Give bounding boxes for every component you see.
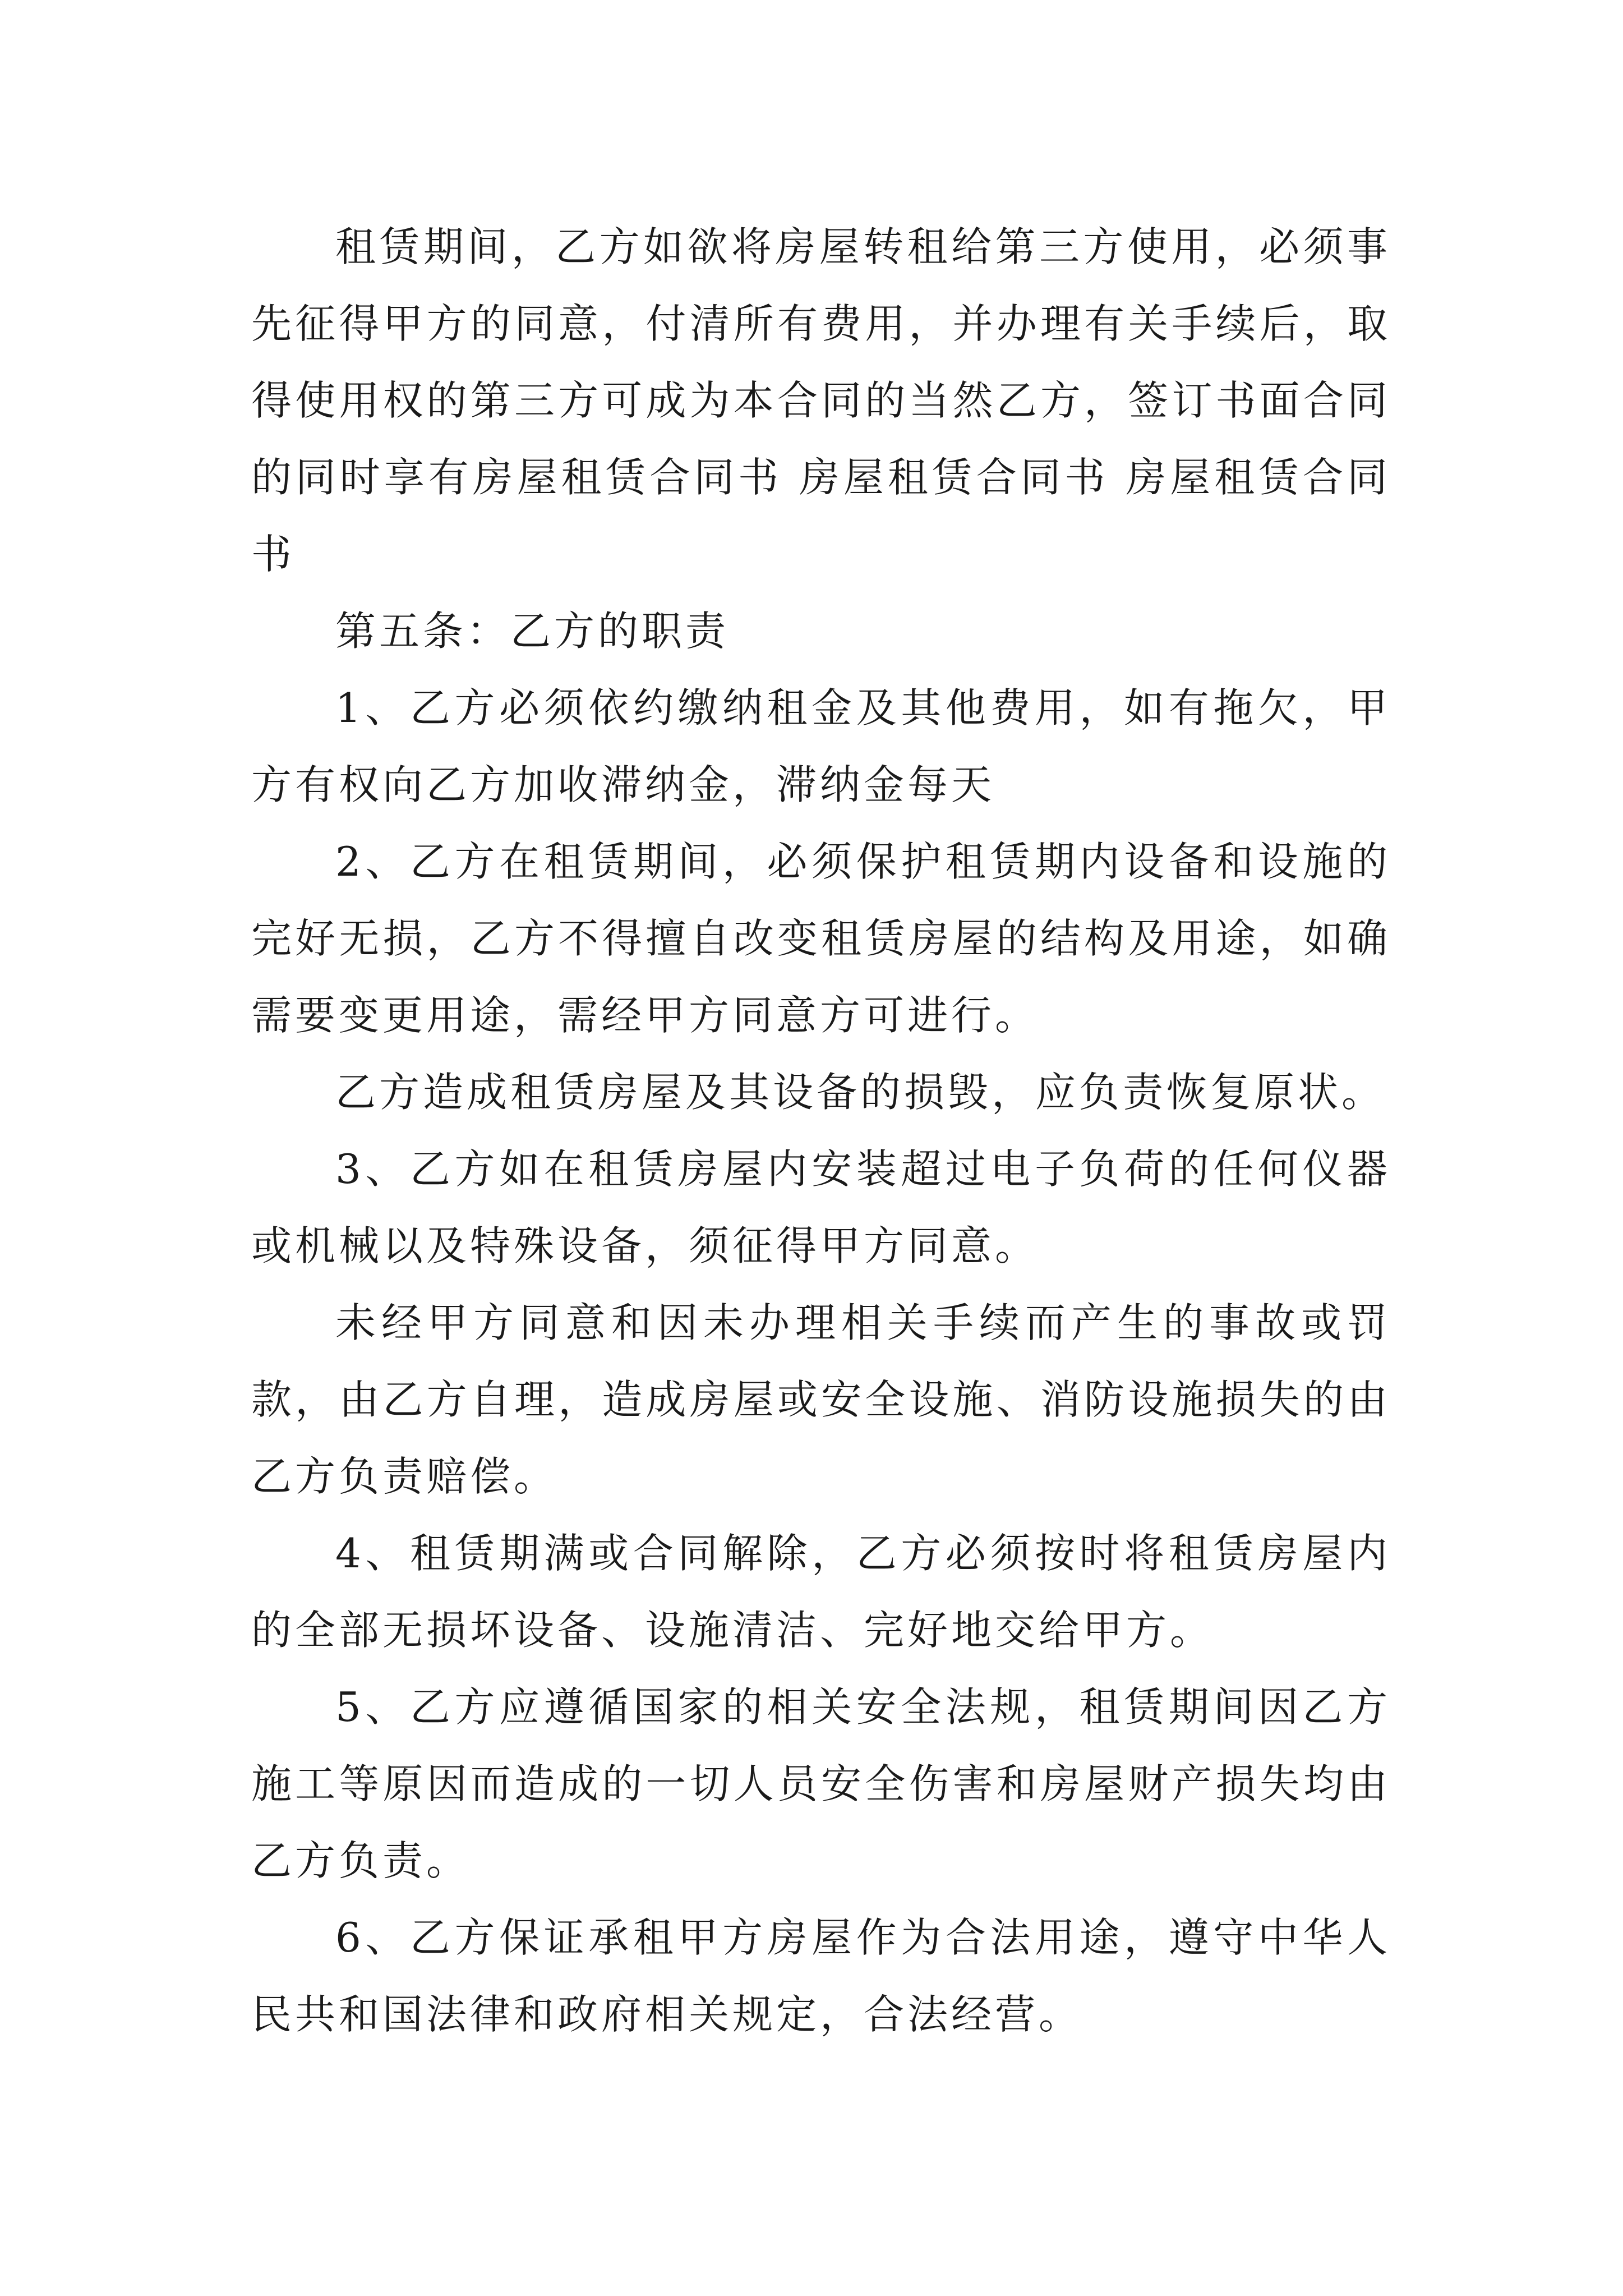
paragraph-sublease: 租赁期间，乙方如欲将房屋转租给第三方使用，必须事先征得甲方的同意，付清所有费用，并办理有关手续后，取得使用权的第三方可成为本合同的当然乙方，签订书面合同的同时享有房屋租赁合同书 房屋租赁合同书 房屋租赁合同书: [251, 223, 1391, 578]
document-body: [251, 209, 1391, 2053]
paragraph-clause-2: 2、乙方在租赁期间，必须保护租赁期内设备和设施的完好无损，乙方不得擅自改变租赁房屋的结构及用途，如确需要变更用途，需经甲方同意方可进行。: [251, 838, 1391, 1039]
paragraph-clause-1: 1、乙方必须依约缴纳租金及其他费用，如有拖欠，甲方有权向乙方加收滞纳金，滞纳金每天: [251, 684, 1391, 808]
section-heading-article-5: 第五条：乙方的职责: [335, 608, 730, 655]
paragraph-clause-3-liability: 未经甲方同意和因未办理相关手续而产生的事故或罚款，由乙方自理，造成房屋或安全设施、消防设施损失的由乙方负责赔偿。: [251, 1299, 1391, 1500]
paragraph-clause-5: 5、乙方应遵循国家的相关安全法规，租赁期间因乙方施工等原因而造成的一切人员安全伤害和房屋财产损失均由乙方负责。: [251, 1683, 1391, 1884]
paragraph-clause-4: 4、租赁期满或合同解除，乙方必须按时将租赁房屋内的全部无损坏设备、设施清洁、完好地交给甲方。: [251, 1530, 1391, 1654]
paragraph-clause-2-restore: 乙方造成租赁房屋及其设备的损毁，应负责恢复原状。: [335, 1069, 1386, 1116]
paragraph-clause-6: 6、乙方保证承租甲方房屋作为合法用途，遵守中华人民共和国法律和政府相关规定，合法经营。: [251, 1914, 1391, 2038]
paragraph-clause-3: 3、乙方如在租赁房屋内安装超过电子负荷的任何仪器或机械以及特殊设备，须征得甲方同意。: [251, 1145, 1391, 1269]
